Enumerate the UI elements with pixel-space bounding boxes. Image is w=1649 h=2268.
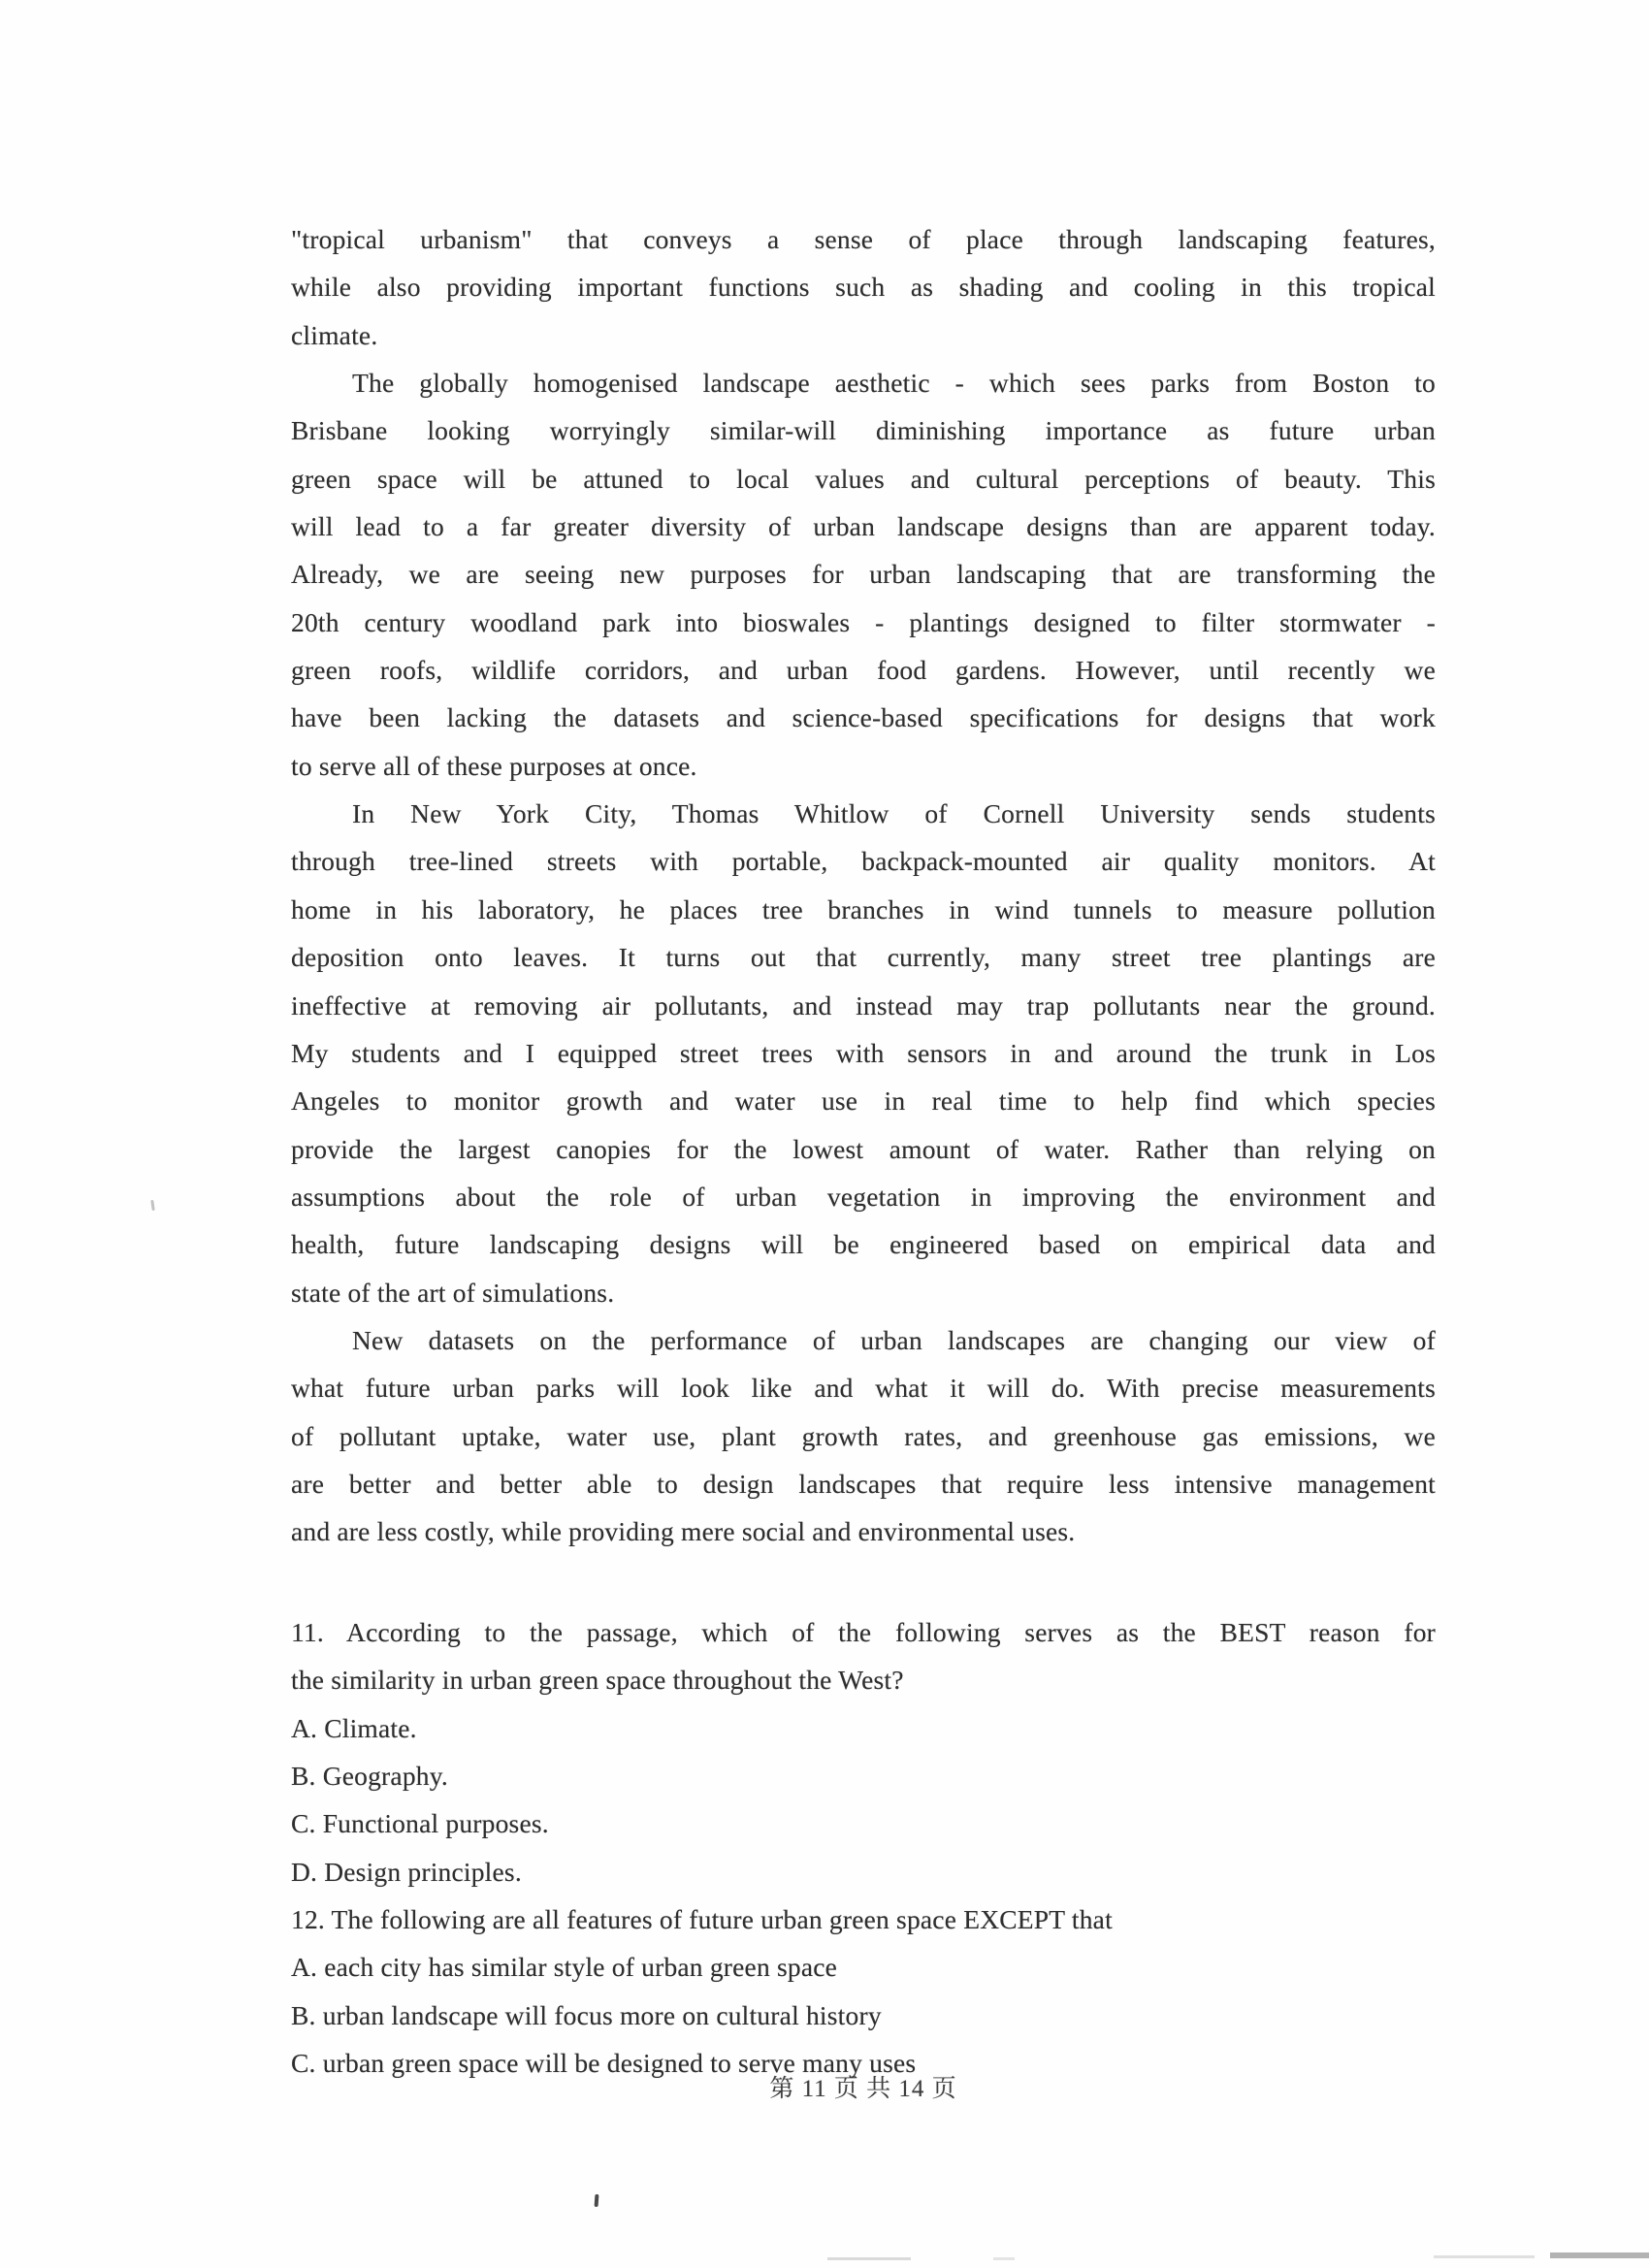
passage-line: of pollutant uptake, water use, plant growth rates, and greenhouse gas emissions, we xyxy=(291,1420,1436,1451)
passage-line: Already, we are seeing new purposes for urban landscaping that are transforming the xyxy=(291,559,1436,590)
passage-line: Angeles to monitor growth and water use in real time to help find which species xyxy=(291,1085,1436,1117)
questions-section xyxy=(291,1608,1436,2087)
question-11-option-a: A. Climate. xyxy=(291,1712,417,1743)
passage-line: state of the art of simulations. xyxy=(291,1277,615,1308)
passage-line: will lead to a far greater diversity of urban landscape designs than are apparent today. xyxy=(291,511,1436,542)
reading-passage xyxy=(291,215,1436,1556)
page-number-footer: 第 11 页 共 14 页 xyxy=(769,2076,957,2102)
passage-line: climate. xyxy=(291,319,378,350)
passage-line: what future urban parks will look like and what it will do. With precise measurements xyxy=(291,1373,1436,1404)
passage-line: and are less costly, while providing mere social and environmental uses. xyxy=(291,1516,1076,1547)
passage-line: through tree-lined streets with portable, backpack-mounted air quality monitors. At xyxy=(291,846,1436,877)
passage-line: 20th century woodland park into bioswales - plantings designed to filter stormwater - xyxy=(291,606,1436,637)
passage-line: home in his laboratory, he places tree branches in wind tunnels to measure pollution xyxy=(291,893,1436,924)
scan-artifact xyxy=(1434,2255,1535,2258)
passage-line: ineffective at removing air pollutants, and instead may trap pollutants near the ground. xyxy=(291,989,1436,1021)
scan-artifact xyxy=(1550,2252,1649,2258)
passage-line: In New York City, Thomas Whitlow of Cornell University sends students xyxy=(352,798,1436,829)
passage-line: have been lacking the datasets and science-based specifications for designs that work xyxy=(291,702,1436,733)
question-11-option-d: D. Design principles. xyxy=(291,1856,522,1887)
passage-line: Brisbane looking worryingly similar-will diminishing importance as future urban xyxy=(291,415,1436,446)
scan-artifact xyxy=(993,2257,1015,2260)
question-11-option-b: B. Geography. xyxy=(291,1761,448,1792)
question-11-text-line-1: 11. According to the passage, which of the following serves as the BEST reason for xyxy=(291,1617,1436,1647)
passage-line: are better and better able to design landscapes that require less intensive management xyxy=(291,1468,1436,1499)
passage-line: New datasets on the performance of urban landscapes are changing our view of xyxy=(352,1324,1436,1355)
passage-line: "tropical urbanism" that conveys a sense of place through landscaping features, xyxy=(291,224,1436,254)
passage-line: to serve all of these purposes at once. xyxy=(291,750,697,781)
question-12-option-b: B. urban landscape will focus more on cultural history xyxy=(291,1999,882,2030)
question-12-option-c: C. urban green space will be designed to serve many uses xyxy=(291,2048,917,2079)
question-11-text-line-2: the similarity in urban green space throughout the West? xyxy=(291,1665,904,1696)
scan-artifact xyxy=(827,2257,911,2260)
scan-artifact xyxy=(150,1200,155,1211)
passage-line: green roofs, wildlife corridors, and urban food gardens. However, until recently we xyxy=(291,655,1436,686)
passage-line: My students and I equipped street trees with sensors in and around the trunk in Los xyxy=(291,1037,1436,1068)
passage-line: health, future landscaping designs will be engineered based on empirical data and xyxy=(291,1229,1436,1260)
question-12-text: 12. The following are all features of future urban green space EXCEPT that xyxy=(291,1904,1113,1935)
passage-line: The globally homogenised landscape aesthetic - which sees parks from Boston to xyxy=(352,368,1436,399)
passage-line: green space will be attuned to local values and cultural perceptions of beauty. This xyxy=(291,463,1436,494)
passage-line: while also providing important functions such as shading and cooling in this tropical xyxy=(291,272,1436,303)
passage-line: deposition onto leaves. It turns out that currently, many street tree plantings are xyxy=(291,942,1436,973)
question-11-option-c: C. Functional purposes. xyxy=(291,1808,549,1839)
passage-line: assumptions about the role of urban vegetation in improving the environment and xyxy=(291,1181,1436,1212)
scan-artifact xyxy=(595,2194,599,2207)
passage-line: provide the largest canopies for the lowest amount of water. Rather than relying on xyxy=(291,1133,1436,1164)
question-12-option-a: A. each city has similar style of urban green space xyxy=(291,1952,838,1983)
